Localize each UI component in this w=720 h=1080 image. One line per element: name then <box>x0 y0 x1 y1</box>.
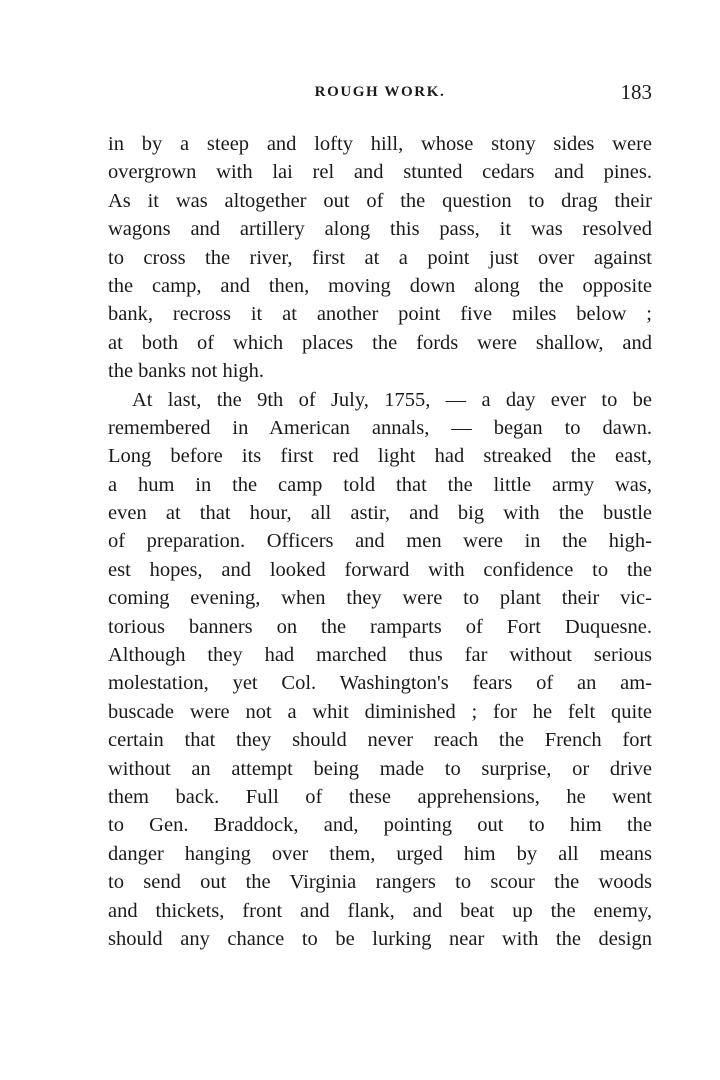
text-line: of preparation. Officers and men were in the high- <box>108 530 652 553</box>
text-line: torious banners on the ramparts of Fort Duquesne. <box>108 615 652 638</box>
text-line: As it was altogether out of the question to drag their <box>108 189 652 212</box>
text-line: bank, recross it at another point five miles below ; <box>108 303 652 326</box>
text-line: Long before its first red light had streaked the east, <box>108 445 652 468</box>
text-line: wagons and artillery along this pass, it was resolved <box>108 218 652 241</box>
text-line: coming evening, when they were to plant their vic- <box>108 587 652 610</box>
text-line: a hum in the camp told that the little army was, <box>108 473 652 496</box>
text-line: should any chance to be lurking near with the design <box>108 927 652 950</box>
text-line: the camp, and then, moving down along the opposite <box>108 274 652 297</box>
running-head <box>108 80 652 108</box>
text-line: without an attempt being made to surprise, or drive <box>108 757 652 780</box>
text-line: buscade were not a whit diminished ; for he felt quite <box>108 700 652 723</box>
text-line: overgrown with lai rel and stunted cedars and pines. <box>108 161 652 184</box>
text-line: molestation, yet Col. Washington's fears of an am- <box>108 672 652 695</box>
text-line: danger hanging over them, urged him by all means <box>108 842 652 865</box>
text-line: to cross the river, first at a point just over against <box>108 246 652 269</box>
text-line: even at that hour, all astir, and big with the bustle <box>108 502 652 525</box>
text-line: est hopes, and looked forward with confidence to the <box>108 558 652 581</box>
text-line: certain that they should never reach the French fort <box>108 729 652 752</box>
text-line: remembered in American annals, — began to dawn. <box>108 416 652 439</box>
text-line: to Gen. Braddock, and, pointing out to him the <box>108 814 652 837</box>
text-line: Although they had marched thus far without serious <box>108 644 652 667</box>
running-title: ROUGH WORK. <box>314 84 446 100</box>
text-line: them back. Full of these apprehensions, he went <box>108 785 652 808</box>
text-line: and thickets, front and flank, and beat up the enemy, <box>108 899 652 922</box>
text-line: at both of which places the fords were shallow, and <box>108 331 652 354</box>
text-line: in by a steep and lofty hill, whose stony sides were <box>108 133 652 155</box>
text-line: to send out the Virginia rangers to scour the woods <box>108 871 652 894</box>
paragraph-end-line: the banks not high. <box>108 360 265 383</box>
body-text <box>108 130 652 953</box>
paragraph-start-line: At last, the 9th of July, 1755, — a day ever to be <box>132 388 652 411</box>
page-number: 183 <box>620 80 652 104</box>
